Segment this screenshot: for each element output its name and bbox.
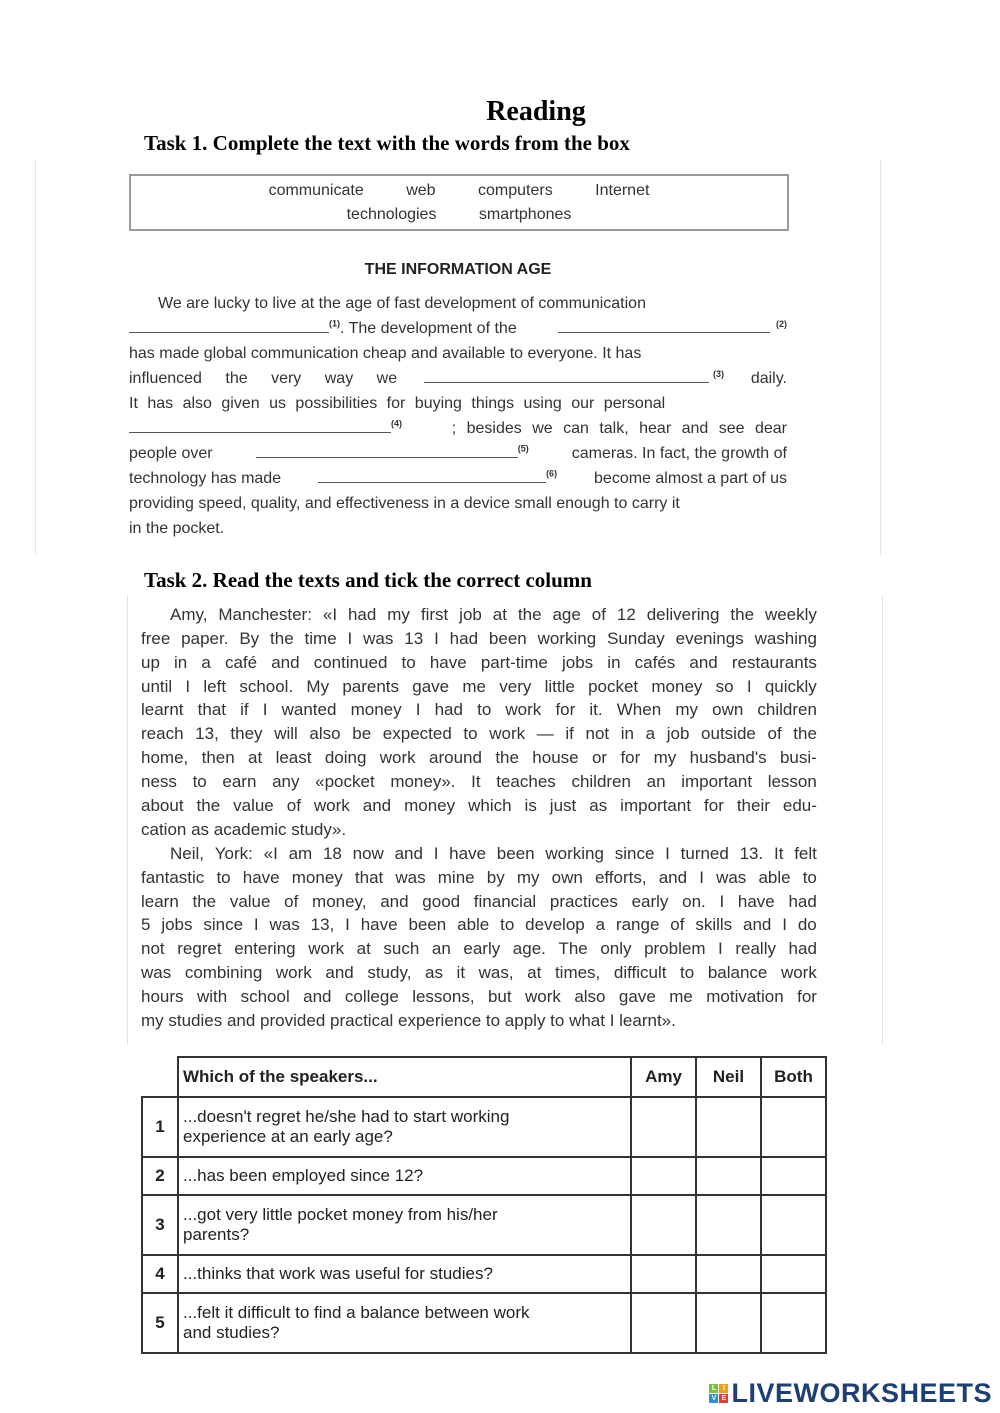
tick-neil-cell[interactable] [696, 1097, 761, 1157]
blank-1-input[interactable] [129, 318, 329, 333]
text-line: was combining work and study, as it was, at times, difficult to balance work [141, 963, 817, 983]
text-line: cation as academic study». [141, 819, 347, 839]
text-line: become almost a part of us [594, 470, 787, 487]
tick-amy-cell[interactable] [631, 1293, 696, 1353]
text-line: about the value of work and money which is just as important for their edu- [141, 796, 817, 816]
question-cell [178, 1293, 631, 1353]
text-line: home, then at least doing work around the house or for my husband's busi- [141, 748, 817, 768]
text-line: cameras. In fact, the growth of [571, 445, 787, 462]
word: web [406, 182, 436, 199]
question-text: ...got very little pocket money from his/her [183, 1205, 498, 1224]
logo-badge-icon: L I V E [709, 1384, 728, 1403]
text-line: ness to earn any «pocket money». It teaches children an important lesson [141, 772, 817, 792]
tick-both-cell[interactable] [761, 1195, 826, 1255]
row-number: 2 [142, 1157, 178, 1195]
table-row [142, 1195, 826, 1255]
table-row [142, 1097, 826, 1157]
tick-neil-cell[interactable] [696, 1255, 761, 1293]
text-line: fantastic to have money that was mine by my own efforts, and I was able to [141, 867, 817, 887]
scan-edge [35, 160, 36, 555]
liveworksheets-logo [709, 1378, 992, 1409]
blank-5-input[interactable] [256, 443, 518, 458]
text-line: people over [129, 445, 213, 462]
text-line: reach 13, they will also be expected to work — if not in a job outside of the [141, 724, 817, 744]
question-cell [178, 1097, 631, 1157]
row-number: 1 [142, 1097, 178, 1157]
text-line: Neil, York: «I am 18 now and I have been working since I turned 13. It felt [170, 843, 817, 863]
tick-amy-cell[interactable] [631, 1157, 696, 1195]
blank-number: (6) [546, 468, 558, 479]
blank-number: (2) [776, 318, 787, 329]
tick-neil-cell[interactable] [696, 1195, 761, 1255]
word: technologies [346, 206, 437, 223]
text-line: until I left school. My parents gave me very little pocket money so I quickly [141, 676, 817, 696]
question-text: ...felt it difficult to find a balance between work [183, 1303, 530, 1322]
text-line: hours with school and college lessons, but work also gave me motivation for [141, 987, 817, 1007]
tick-amy-cell[interactable] [631, 1255, 696, 1293]
task1-heading: Task 1. Complete the text with the words from the box [144, 131, 630, 155]
question-cell [178, 1195, 631, 1255]
word: smartphones [478, 206, 572, 223]
text-line: in the pocket. [129, 520, 225, 537]
text-line: has made global communication cheap and available to everyone. It has [129, 345, 642, 362]
logo-text: LIVEWORKSHEETS [731, 1378, 992, 1408]
table-row [142, 1293, 826, 1353]
word: communicate [268, 182, 364, 199]
tick-both-cell[interactable] [761, 1293, 826, 1353]
tick-amy-cell[interactable] [631, 1195, 696, 1255]
tick-both-cell[interactable] [761, 1157, 826, 1195]
text-line: daily. [750, 370, 787, 387]
blank-number: (5) [517, 443, 529, 454]
blank-3-input[interactable] [424, 368, 709, 383]
blank-6-input[interactable] [318, 468, 546, 483]
text-title: THE INFORMATION AGE [364, 261, 552, 278]
tick-both-cell[interactable] [761, 1255, 826, 1293]
scan-edge [882, 595, 883, 1045]
question-text: experience at an early age? [183, 1127, 393, 1146]
text-line: my studies and provided practical experience to apply to what I learnt». [141, 1011, 676, 1031]
text-line: learn the value of money, and good financial practices early on. I have had [141, 891, 817, 911]
column-neil: Neil [696, 1057, 761, 1097]
text-line: . The development of the [340, 320, 517, 337]
text-line: influenced the very way we [129, 370, 398, 387]
row-number: 3 [142, 1195, 178, 1255]
question-text: parents? [183, 1225, 250, 1244]
blank-2-input[interactable] [558, 318, 770, 333]
text-line: We are lucky to live at the age of fast development of communication [158, 295, 646, 312]
column-both: Both [761, 1057, 826, 1097]
blank-number: (3) [712, 368, 724, 379]
text-line: learnt that if I wanted money I had to work for it. When my own children [141, 700, 817, 720]
blank-4-input[interactable] [129, 418, 391, 433]
tick-neil-cell[interactable] [696, 1157, 761, 1195]
text-line: providing speed, quality, and effectiveness in a device small enough to carry it [129, 495, 680, 512]
question-cell [178, 1255, 631, 1293]
page-title: Reading [486, 96, 586, 127]
task2-heading: Task 2. Read the texts and tick the correct column [144, 568, 592, 592]
text-line: up in a café and continued to have part-time jobs in cafés and restaurants [141, 652, 817, 672]
text-line: not regret entering work at such an early age. The only problem I really had [141, 939, 817, 959]
question-text: ...thinks that work was useful for studies? [183, 1264, 493, 1283]
table-row [142, 1255, 826, 1293]
scan-edge [127, 595, 128, 1045]
row-number: 4 [142, 1255, 178, 1293]
word: computers [478, 182, 553, 199]
text-line: 5 jobs since I was 13, I have been able to develop a range of skills and I do [141, 915, 817, 935]
question-text: ...doesn't regret he/she had to start working [183, 1107, 510, 1126]
table-header [142, 1057, 826, 1097]
text-line: ; besides we can talk, hear and see dear [451, 420, 787, 437]
tick-amy-cell[interactable] [631, 1097, 696, 1157]
question-cell [178, 1157, 631, 1195]
blank-number: (1) [329, 318, 340, 329]
column-amy: Amy [631, 1057, 696, 1097]
word-box [129, 174, 789, 231]
text-line: free paper. By the time I was 13 I had been working Sunday evenings washing [141, 628, 817, 648]
question-text: and studies? [183, 1323, 280, 1342]
answer-table [141, 1056, 827, 1354]
text-line: technology has made [129, 470, 282, 487]
blank-number: (4) [391, 418, 402, 429]
row-number: 5 [142, 1293, 178, 1353]
table-row [142, 1157, 826, 1195]
word: Internet [595, 182, 650, 199]
tick-neil-cell[interactable] [696, 1293, 761, 1353]
text-line: Amy, Manchester: «I had my first job at the age of 12 delivering the weekly [170, 604, 817, 624]
tick-both-cell[interactable] [761, 1097, 826, 1157]
scan-edge [880, 160, 881, 555]
question-text: ...has been employed since 12? [183, 1166, 424, 1185]
text-line: It has also given us possibilities for buying things using our personal [129, 395, 666, 412]
task1-text [129, 288, 787, 538]
task2-text [141, 601, 817, 1031]
column-question: Which of the speakers... [178, 1057, 631, 1097]
